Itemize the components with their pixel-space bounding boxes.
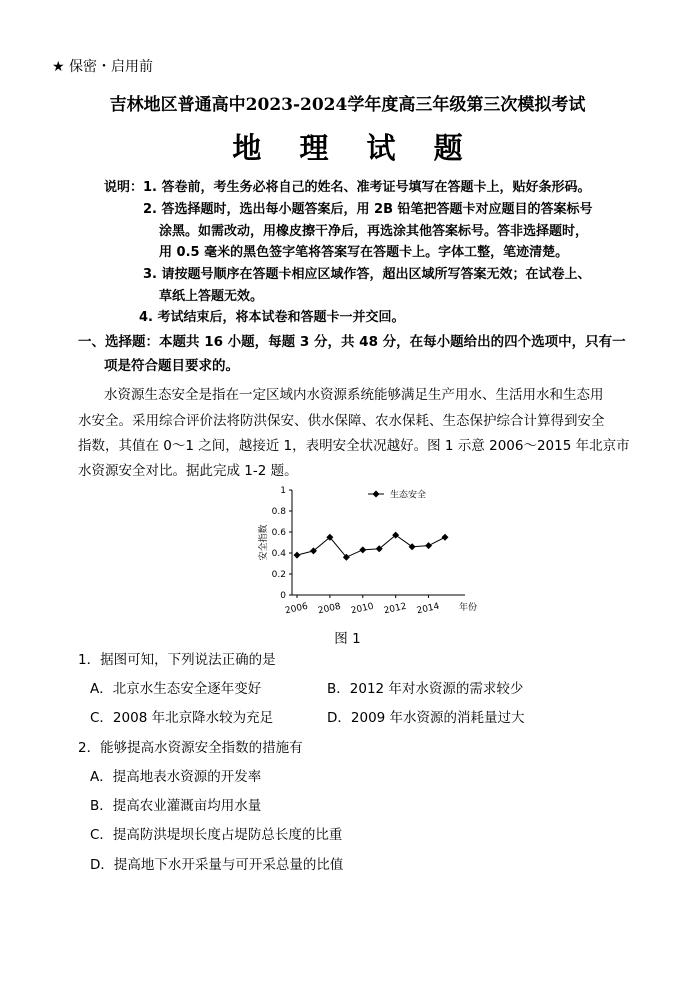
data-point [409,543,416,550]
x-axis-label: 年份 [459,603,478,613]
instruction-item: 1. 答卷前，考生务必将自己的姓名、准考证号填写在答题卡上，贴好条形码。 [143,180,591,195]
instruction-item: 2. 答选择题时，选出每小题答案后，用 2B 铅笔把答题卡对应题目的答案标号 [143,202,593,217]
y-tick-label: 0.8 [271,507,286,517]
option-d: D．提高地下水开采量与可开采总量的比值 [90,857,344,873]
confidential-mark: ★ 保密・启用前 [52,59,154,75]
instruction-item: 3. 请按题号顺序在答题卡相应区域作答，超出区域所写答案无效；在试卷上、 [143,267,591,282]
data-point [442,534,449,541]
y-tick-label: 1 [280,486,286,496]
passage-line: 水资源安全对比。据此完成 1-2 题。 [78,463,298,479]
option-c: C．提高防洪堤坝长度占堤防总长度的比重 [90,827,343,843]
x-tick-label: 2014 [415,601,441,617]
data-point [425,542,432,549]
exam-subtitle: 吉林地区普通高中2023-2024学年度高三年级第三次模拟考试 [109,95,586,115]
y-axis-label: 安全指数 [259,524,269,561]
option-d: D．2009 年水资源的消耗量过大 [327,710,525,726]
passage-line: 水资源生态安全是指在一定区域内水资源系统能够满足生产用水、生活用水和生态用 [104,387,604,403]
y-tick-label: 0 [280,591,286,601]
option-a: A．北京水生态安全逐年变好 [90,681,262,697]
x-tick-label: 2010 [350,601,375,617]
section-heading-cont: 项是符合题目要求的。 [104,358,239,374]
data-point [359,546,366,553]
figure-caption: 图 1 [334,631,361,647]
y-tick-label: 0.6 [271,528,286,538]
question-stem: 2．能够提高水资源安全指数的措施有 [78,740,303,756]
option-c: C．2008 年北京降水较为充足 [90,710,274,726]
question-stem: 1．据图可知，下列说法正确的是 [78,652,276,668]
x-tick-label: 2012 [383,601,408,617]
instructions-label: 说明： [104,180,144,195]
passage-line: 水安全。采用综合评价法将防洪保安、供水保障、农水保耗、生态保护综合计算得到安全 [78,413,605,429]
page-title: 地 理 试 题 [232,131,477,165]
legend-marker [373,491,380,498]
instruction-item: 用 0.5 毫米的黑色签字笔将答案写在答题卡上。字体工整，笔迹清楚。 [159,245,569,260]
option-a: A．提高地表水资源的开发率 [90,769,262,785]
passage-line: 指数，其值在 0～1 之间，越接近 1，表明安全状况越好。图 1 示意 2006～2015 年北京市 [78,438,630,454]
section-heading: 一、选择题：本题共 16 小题，每题 3 分，共 48 分，在每小题给出的四个选项中，只有一 [78,334,626,350]
option-b: B．2012 年对水资源的需求较少 [327,681,524,697]
x-tick-label: 2008 [317,601,342,617]
x-tick-label: 2006 [284,601,309,617]
line-chart [250,480,480,620]
instruction-item: 涂黑。如需改动，用橡皮擦干净后，再选涂其他答案标号。答非选择题时， [159,224,589,239]
instruction-item: 4. 考试结束后，将本试卷和答题卡一并交回。 [139,310,405,325]
y-tick-label: 0.4 [271,549,286,559]
y-tick-label: 0.2 [271,570,286,580]
data-point [294,552,301,559]
instruction-item: 草纸上答题无效。 [159,289,264,304]
legend-label: 生态安全 [390,490,427,501]
series-line [297,535,445,557]
option-b: B．提高农业灌溉亩均用水量 [90,798,262,814]
